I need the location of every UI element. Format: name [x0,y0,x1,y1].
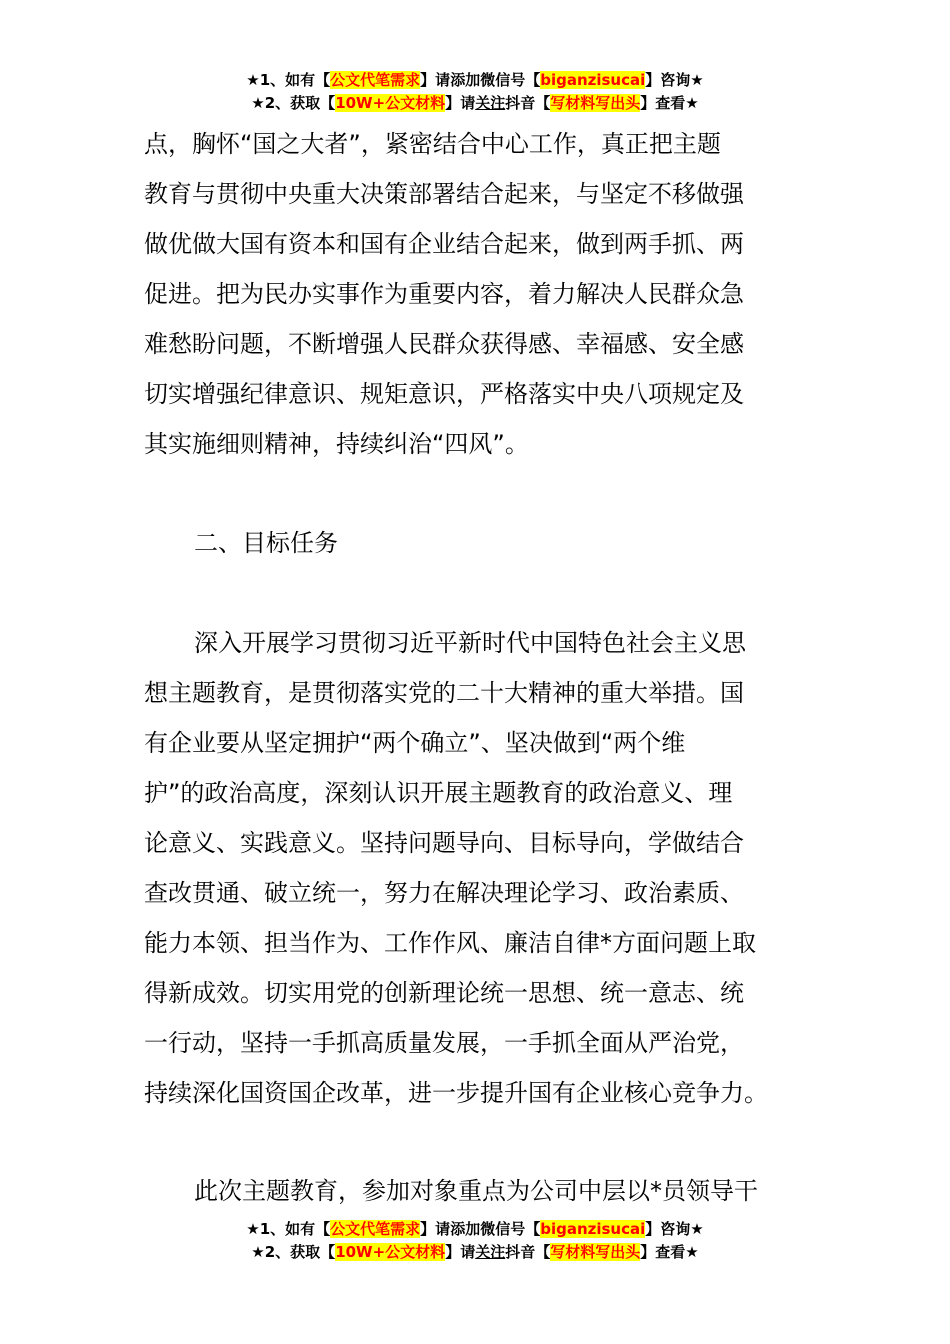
text-line: 得新成效。切实用党的创新理论统一思想、统一意志、统 [144,979,744,1007]
text-line: 切实增强纪律意识、规矩意识，严格落实中央八项规定及 [144,380,744,408]
text-line: 难愁盼问题，不断增强人民群众获得感、幸福感、安全感 [144,330,744,358]
text-line: 护”的政治高度，深刻认识开展主题教育的政治意义、理 [144,779,733,807]
heading-text: 二、目标任务 [194,529,338,557]
paragraph-2 [144,618,809,1118]
text-line: 深入开展学习贯彻习近平新时代中国特色社会主义思 [194,629,746,657]
text-line: 查改贯通、破立统一，努力在解决理论学习、政治素质、 [144,879,744,907]
text-line: 此次主题教育，参加对象重点为公司中层以*员领导干 [194,1177,758,1205]
text-line: 想主题教育，是贯彻落实党的二十大精神的重大举措。国 [144,679,744,707]
paragraph-1 [144,119,809,469]
text-line: 一行动，坚持一手抓高质量发展，一手抓全面从严治党， [144,1029,744,1057]
text-line: 其实施细则精神，持续纠治“四风”。 [144,430,529,458]
text-line: 促进。把为民办实事作为重要内容，着力解决人民群众急 [144,280,744,308]
text-line: 能力本领、担当作为、工作作风、廉洁自律*方面问题上取 [144,929,756,957]
banner-line-1: ★1、如有【公文代笔需求】请添加微信号【biganzisucai】咨询★ [246,1220,704,1238]
text-line: 持续深化国资国企改革，进一步提升国有企业核心竞争力。 [144,1079,768,1107]
banner-line-2: ★2、获取【10W+公文材料】请关注抖音【写材料写出头】查看★ [251,94,699,112]
banner-line-2: ★2、获取【10W+公文材料】请关注抖音【写材料写出头】查看★ [251,1243,699,1261]
paragraph-3 [144,1166,809,1216]
banner-line-1: ★1、如有【公文代笔需求】请添加微信号【biganzisucai】咨询★ [246,71,704,89]
text-line: 有企业要从坚定拥护“两个确立”、坚决做到“两个维 [144,729,686,757]
text-line: 论意义、实践意义。坚持问题导向、目标导向，学做结合 [144,829,744,857]
text-line: 点，胸怀“国之大者”，紧密结合中心工作，真正把主题 [144,130,721,158]
text-line: 做优做大国有资本和国有企业结合起来，做到两手抓、两 [144,230,744,258]
section-heading [144,518,809,568]
bottom-banner [0,1218,950,1264]
top-banner [0,69,950,115]
text-line: 教育与贯彻中央重大决策部署结合起来，与坚定不移做强 [144,180,744,208]
